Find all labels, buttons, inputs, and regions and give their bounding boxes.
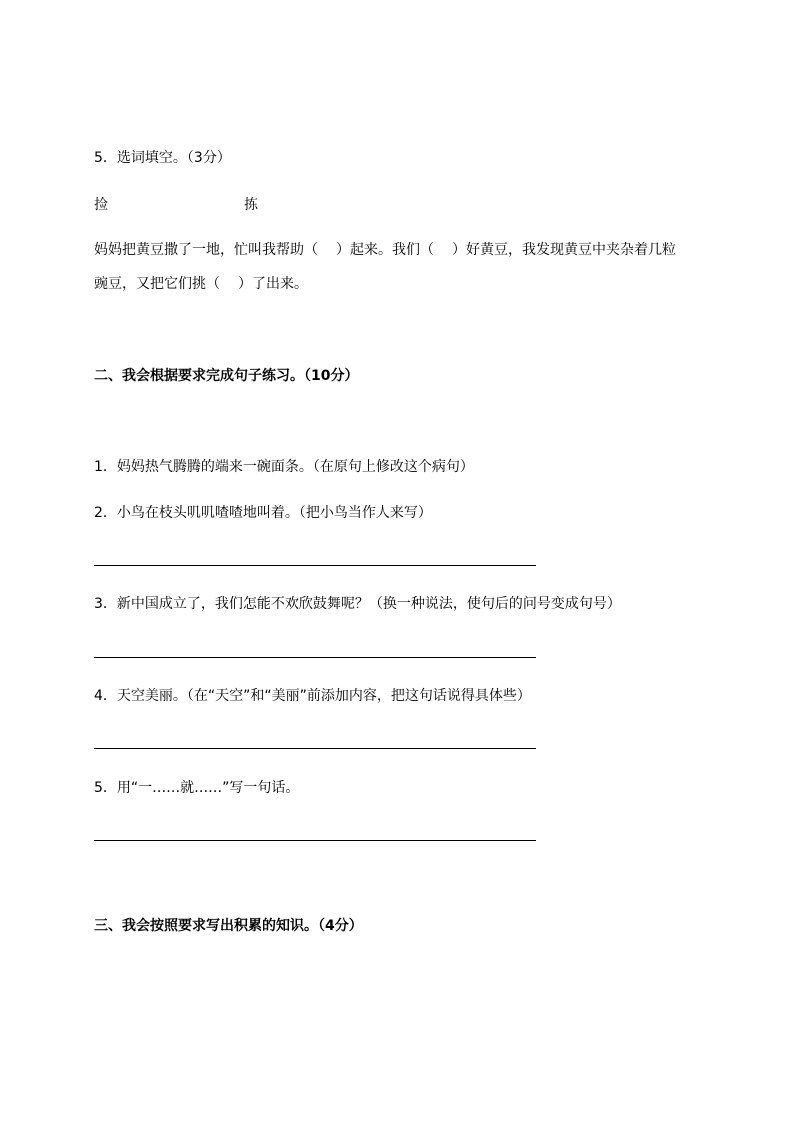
section-2-item-3: 3．新中国成立了，我们怎能不欢欣鼓舞呢？（换一种说法，使句后的问号变成句号）: [94, 596, 621, 612]
question-5-title: 5．选词填空。（3分）: [94, 150, 231, 166]
section-2-item-2: 2．小鸟在枝头叽叽喳喳地叫着。（把小鸟当作人来写）: [94, 505, 432, 521]
section-2-item-4: 4．天空美丽。（在“天空”和“美丽”前添加内容，把这句话说得具体些）: [94, 688, 531, 704]
section-2-item-1: 1．妈妈热气腾腾的端来一碗面条。（在原句上修改这个病句）: [94, 459, 474, 475]
fill-text-1c: ）好黄豆，我发现黄豆中夹杂着几粒: [452, 242, 676, 258]
answer-line-5[interactable]: [94, 840, 536, 841]
answer-line-4[interactable]: [94, 748, 536, 749]
fill-text-2b: ）了出来。: [238, 276, 308, 292]
word-choices: [94, 195, 294, 215]
answer-line-3[interactable]: [94, 657, 536, 658]
fill-text-1b: ）起来。我们（: [336, 242, 434, 258]
section-2-heading: 二、我会根据要求完成句子练习。（10分）: [94, 368, 359, 384]
fill-text-1a: 妈妈把黄豆撒了一地，忙叫我帮助（: [94, 242, 318, 258]
section-3-heading: 三、我会按照要求写出积累的知识。（4分）: [94, 918, 363, 934]
word-choice-2: 拣: [244, 197, 258, 213]
fill-blank-line-1: [94, 240, 676, 260]
fill-text-2a: 豌豆，又把它们挑（: [94, 276, 220, 292]
section-2-item-5: 5．用“一……就……”写一句话。: [94, 780, 300, 796]
word-choice-1: 捡: [94, 197, 108, 213]
fill-blank-line-2: [94, 274, 308, 294]
answer-line-2[interactable]: [94, 565, 536, 566]
